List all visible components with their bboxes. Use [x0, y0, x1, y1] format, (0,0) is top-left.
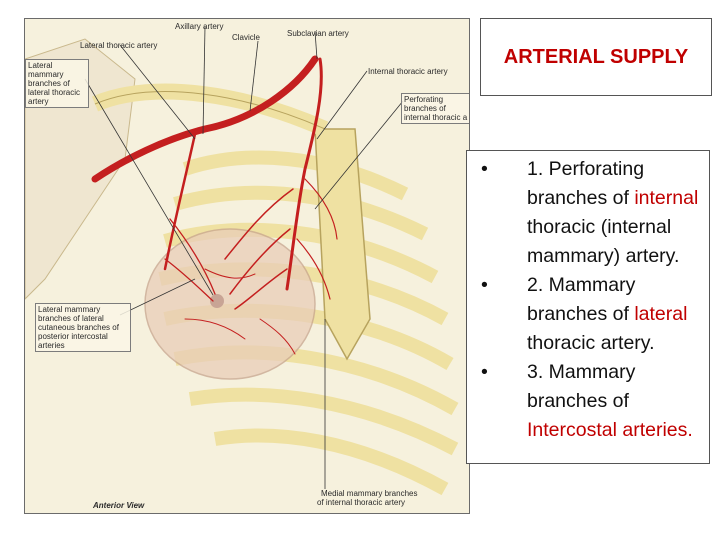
bullet-text: 3. Mammary branches of [527, 361, 636, 412]
label-axillary-artery: Axillary artery [175, 22, 224, 31]
bullet-item [475, 271, 703, 358]
bullet-list [467, 151, 709, 445]
anatomy-illustration [24, 18, 470, 514]
bullet-item [475, 155, 703, 271]
bullet-marker: • [481, 158, 488, 180]
label-medial-mammary-branches: Medial mammary branches [321, 489, 418, 498]
bullet-marker: • [481, 361, 488, 383]
bullet-highlight: Intercostal arteries. [527, 419, 693, 441]
label-lateral-cutaneous-branches: Lateral mammary branches of lateral cutaneous branches of posterior intercostal arteries [35, 303, 131, 352]
label-lateral-mammary-branches: Lateral mammary branches of lateral thoracic artery [25, 59, 89, 108]
label-view: Anterior View [93, 501, 145, 510]
label-lateral-thoracic-artery: Lateral thoracic artery [80, 41, 158, 50]
bullet-text: 1. Perforating branches of [527, 158, 645, 209]
label-internal-thoracic-artery: Internal thoracic artery [368, 67, 448, 76]
slide-title: ARTERIAL SUPPLY [503, 45, 689, 68]
bullet-text-end: thoracic artery. [527, 332, 655, 354]
bullet-highlight: lateral [634, 303, 688, 325]
bullet-item [475, 358, 703, 445]
bullet-marker: • [481, 274, 488, 296]
label-perforating-branches: Perforating branches of internal thoracic a [401, 93, 470, 124]
bullet-text: 2. Mammary branches of [527, 274, 636, 325]
label-clavicle: Clavicle [232, 33, 261, 42]
bullet-highlight: internal [634, 187, 699, 209]
label-medial-mammary-sub: of internal thoracic artery [317, 498, 406, 507]
label-subclavian-artery: Subclavian artery [287, 29, 349, 38]
title-box [480, 18, 712, 96]
content-box [466, 150, 710, 464]
bullet-text-end: thoracic (internal mammary) artery. [527, 216, 680, 267]
